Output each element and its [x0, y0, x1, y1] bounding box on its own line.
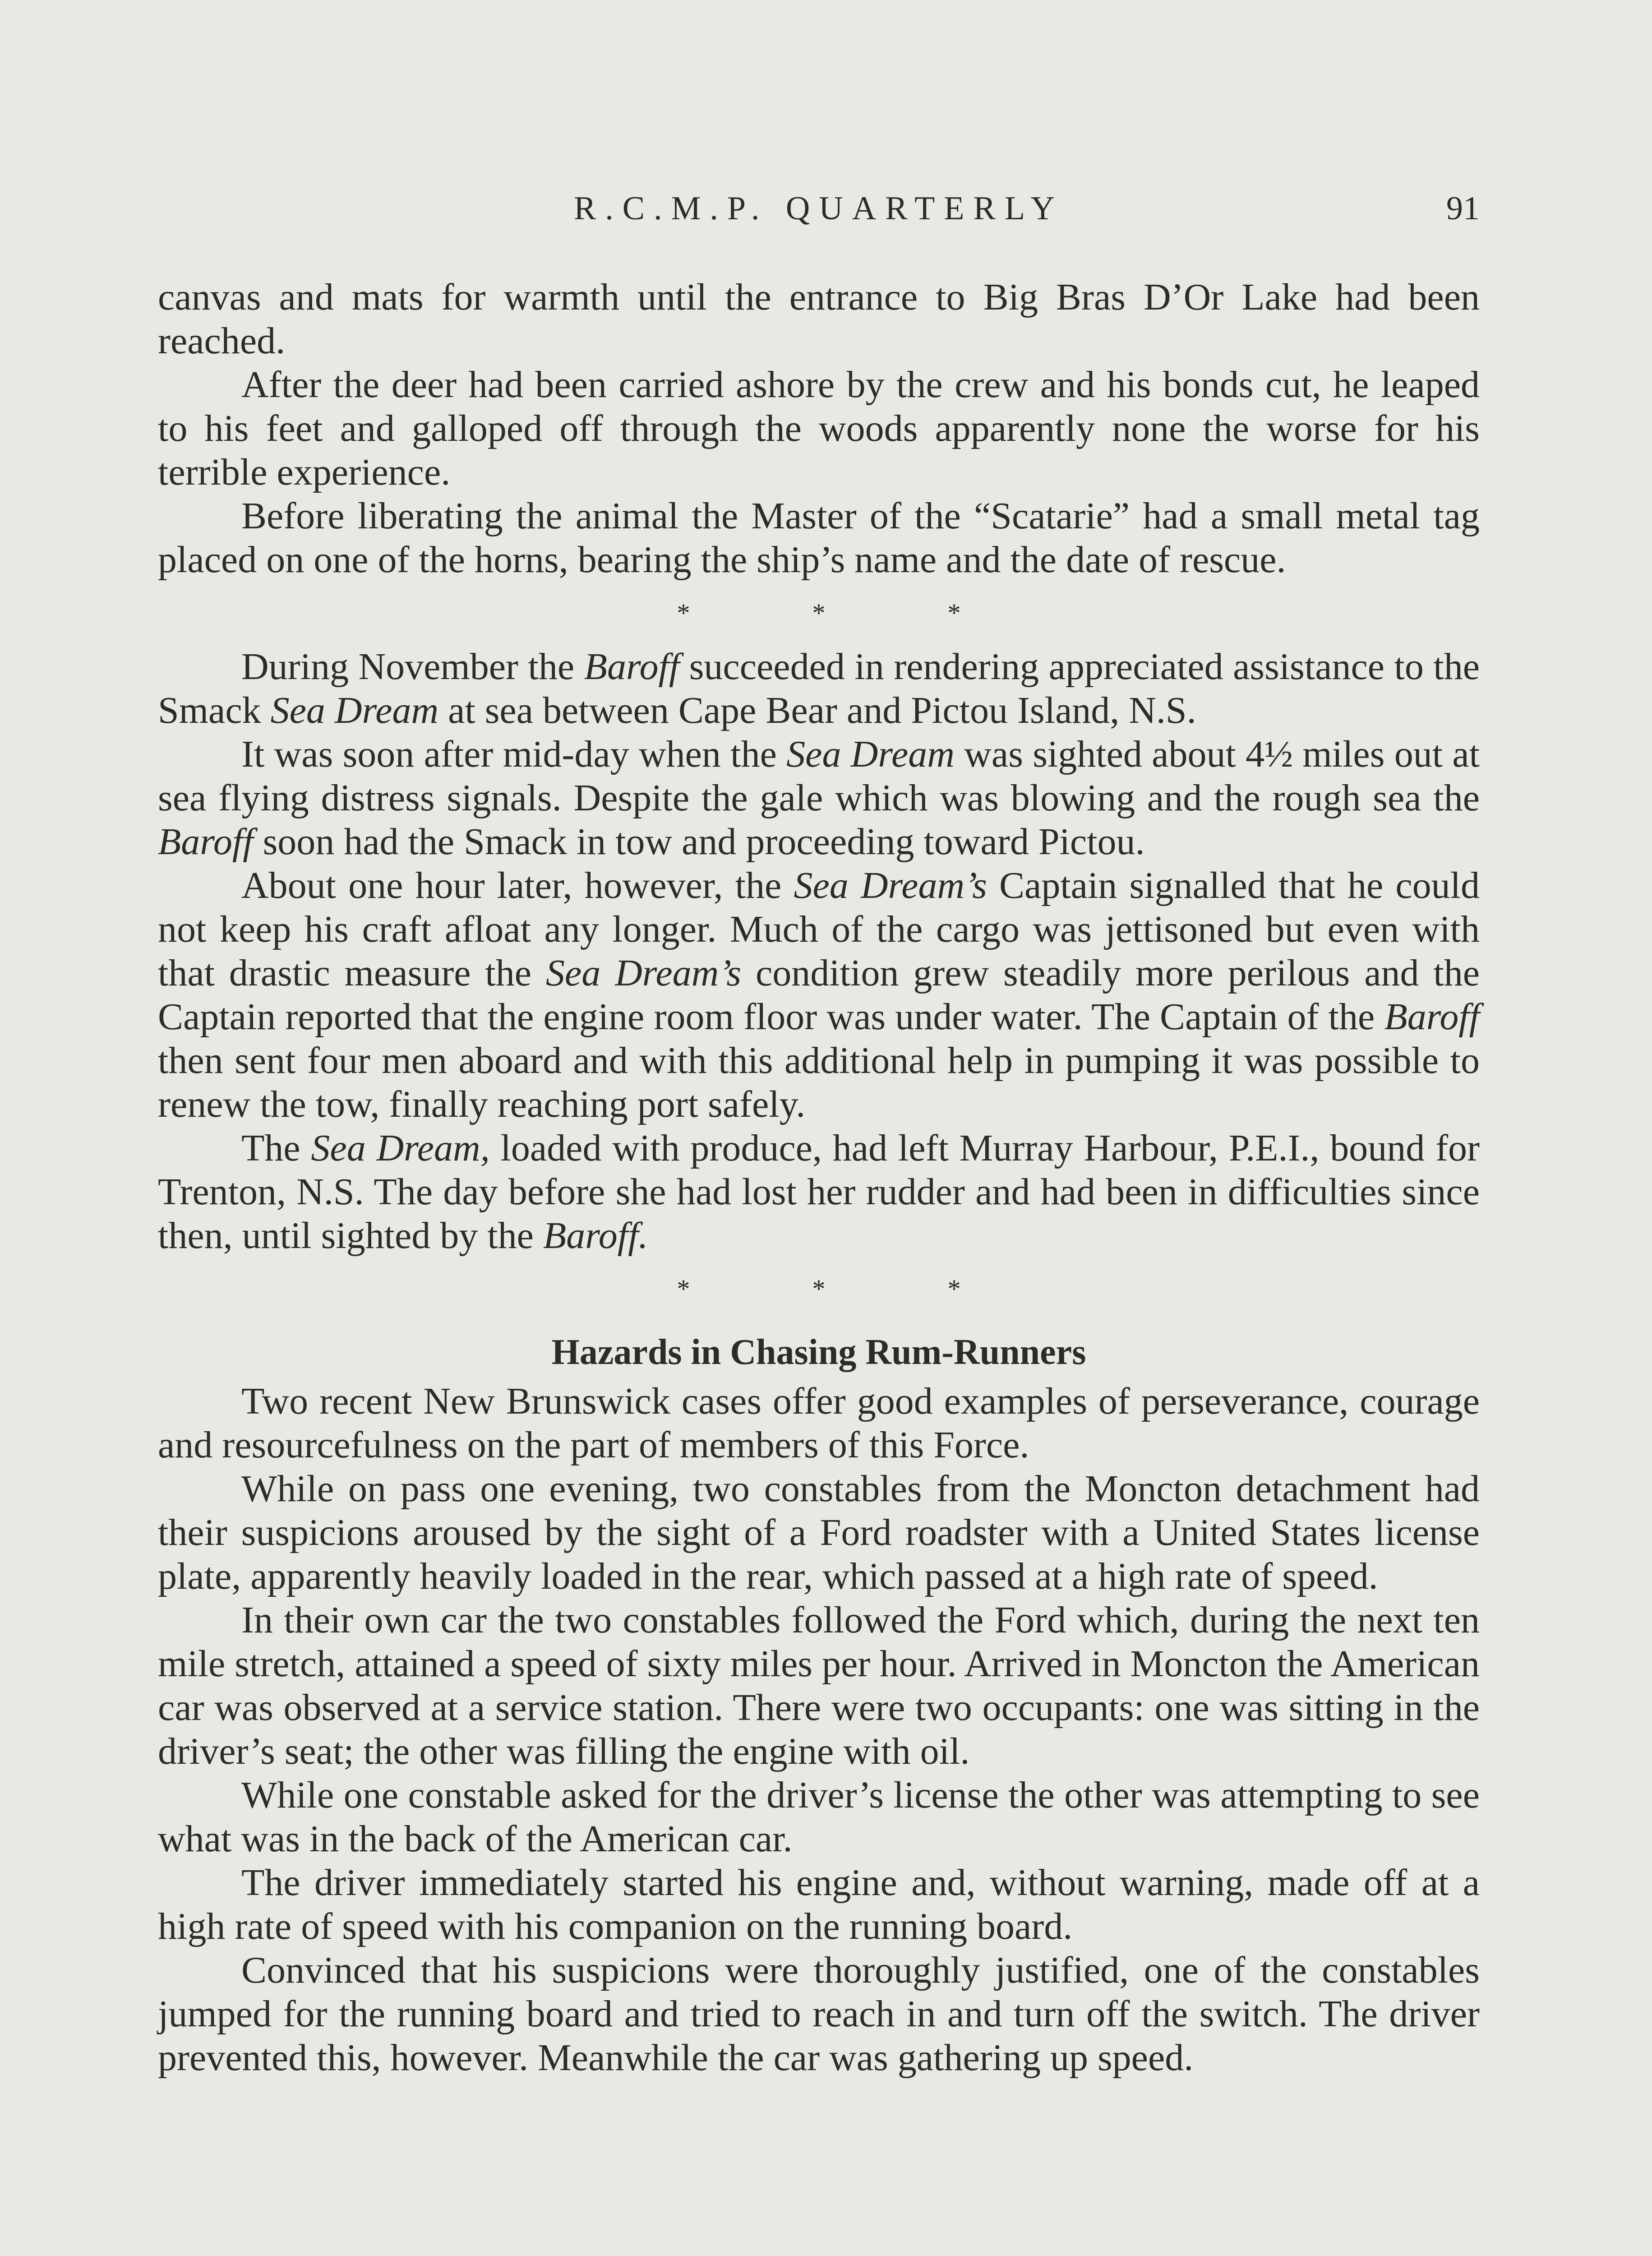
paragraph-ford-roadster: While on pass one evening, two constables from the Moncton detachment had their suspicions aroused by the sight of a Ford roadster with a United States license plate, apparently heavily loaded in the rear, which passed at a high rate of speed.	[158, 1468, 1480, 1597]
paragraph-nb-cases: Two recent New Brunswick cases offer good examples of perseverance, courage and resourcefulness on the part of members of this Force.	[158, 1380, 1480, 1466]
paragraph-deer-freed: After the deer had been carried ashore by the crew and his bonds cut, he leaped to his feet and galloped off through the woods apparently none the worse for his terrible experience.	[158, 364, 1480, 493]
running-head: R.C.M.P. QUARTERLY	[573, 190, 1064, 227]
separator-asterisk: *	[947, 598, 961, 628]
paragraph-distress-signals	[158, 732, 1480, 864]
separator-asterisk: *	[812, 1274, 826, 1304]
text-run: condition grew steadily more perilous and the Captain reported that the engine room floor was under water. The Captain of the	[158, 952, 1480, 1038]
paragraph-metal-tag: Before liberating the animal the Master of the “Scatarie” had a small metal tag placed on one of the horns, bearing the ship’s name and the date of rescue.	[158, 495, 1480, 581]
paragraph-pursuit: In their own car the two constables followed the Ford which, during the next ten mile stretch, attained a speed of sixty miles per hour. Arrived in Moncton the American car was observed at a service station. There were two occupants: one was sitting in the driver’s seat; the other was filling the engine with oil.	[158, 1599, 1480, 1772]
text-run: During November the	[241, 646, 584, 688]
separator-asterisk: *	[812, 598, 826, 628]
ship-name: Sea Dream’s	[794, 864, 987, 906]
paragraph-sea-dream-voyage	[158, 1126, 1480, 1257]
text-run: at sea between Cape Bear and Pictou Island, N.S.	[438, 689, 1196, 731]
separator-asterisk: *	[677, 1274, 690, 1304]
text-run: The	[241, 1127, 311, 1169]
text-run: It was soon after mid-day when the	[241, 733, 787, 775]
page-number: 91	[1446, 190, 1480, 227]
separator-asterisk: *	[947, 1274, 961, 1304]
separator-asterisk: *	[677, 598, 690, 628]
page-header	[158, 190, 1480, 244]
ship-name: Baroff.	[543, 1215, 648, 1257]
paragraph-driver-escapes: The driver immediately started his engine and, without warning, made off at a high rate of speed with his companion on the running board.	[158, 1862, 1480, 1947]
ship-name: Sea Dream’s	[545, 952, 742, 994]
text-run: then sent four men aboard and with this additional help in pumping it was possible to renew the tow, finally reaching port safely.	[158, 1040, 1480, 1125]
section-separator	[158, 582, 1480, 645]
paragraph-running-board: Convinced that his suspicions were thoroughly justified, one of the constables jumped for the running board and tried to reach in and turn off the switch. The driver prevented this, however. Meanwhile the car was gathering up speed.	[158, 1949, 1480, 2079]
paragraph-baroff-assistance	[158, 645, 1480, 732]
text-run: was sighted about 4½ miles out at sea flying distress signals. Despite the gale which was blowing and the rough sea the	[158, 733, 1480, 819]
paragraph-captain-signalled	[158, 864, 1480, 1126]
paragraph-continuation: canvas and mats for warmth until the entrance to Big Bras D’Or Lake had been reached.	[158, 276, 1480, 362]
ship-name: Sea Dream	[786, 733, 955, 775]
ship-name: Baroff	[584, 646, 680, 688]
ship-name: Sea Dream,	[311, 1127, 490, 1169]
text-run: About one hour later, however, the	[241, 864, 794, 906]
ship-name: Baroff	[158, 821, 254, 863]
text-run: Captain signalled that he could not keep his craft afloat any longer. Much of the cargo was jettisoned but even with that drastic measure the	[158, 864, 1480, 994]
body-text	[158, 275, 1480, 2080]
paragraph-license-check: While one constable asked for the driver’s license the other was attempting to see what was in the back of the American car.	[158, 1774, 1480, 1860]
section-separator	[158, 1257, 1480, 1321]
section-heading: Hazards in Chasing Rum-Runners	[551, 1332, 1086, 1372]
text-run: soon had the Smack in tow and proceeding toward Pictou.	[253, 821, 1145, 863]
ship-name: Baroff	[1384, 996, 1480, 1038]
text-run: succeeded in rendering appreciated assistance to the Smack	[158, 646, 1480, 731]
ship-name: Sea Dream	[270, 689, 439, 731]
text-run: loaded with produce, had left Murray Harbour, P.E.I., bound for Trenton, N.S. The day before she had lost her rudder and had been in difficulties since then, until sighted by the	[158, 1127, 1480, 1257]
